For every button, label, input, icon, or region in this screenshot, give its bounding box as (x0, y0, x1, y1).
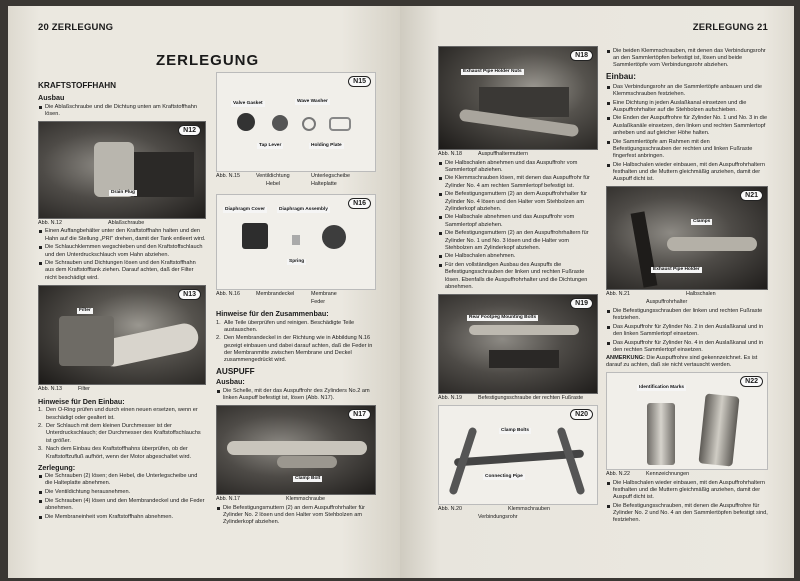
page-header-right: ZERLEGUNG 21 (692, 22, 768, 33)
figure-caption: Abb. N.16 Membrandeckel Membrane (216, 291, 337, 297)
photo-footpeg-bolts (438, 294, 598, 394)
figure-n12 (38, 121, 206, 227)
zerlegung-list (38, 473, 206, 521)
list-item: Eine Dichtung in jeden Auslaßkanal einsetzen und die Auspuffrohrhalter auf die Stehbolzen aufschieben. (606, 100, 768, 114)
list-item: Für den vollständigen Ausbau des Auspuffs die Befestigungsschrauben der linken und rechten Fußraste lösen. Ebenfalls die Auspuffrohrhalter und die Dichtungen abnehmen. (438, 262, 598, 291)
list-item: 2. Den Membrandeckel in der Richtung wie in Abbildung N.16 gezeigt einbauen und dabei darauf achten, daß die Feder in der Membranmitte zwischen Membrane und Deckel zusammengedrückt wird. (216, 335, 373, 364)
figure-n15: N15 Valve Gasket Wave Washer Tap Lever Holding Plate Abb. N.15 Ventildichtung Unterlegscheibe Hebel Halteplatte (216, 72, 376, 188)
einbau-heading: Einbau: (606, 72, 637, 82)
zerlegung-heading: Zerlegung: (38, 462, 76, 472)
photo-identification-marks (606, 372, 768, 470)
label-clamps: Clamps (693, 219, 711, 225)
auspuff-ausbau-heading: Ausbau: (216, 377, 245, 387)
figure-label: Identification Marks (639, 385, 685, 391)
figure-caption: Abb. N.20 Klemmschrauben (438, 505, 550, 512)
list-item: Die Sammlertöpfe am Rahmen mit den Befestigungsschrauben der rechten und linken Fußraste fingerfest anbringen. (606, 139, 768, 161)
figure-label: Clamp Bolt (295, 476, 321, 482)
figure-tag: N18 (570, 50, 593, 61)
fusraste-list (606, 308, 768, 354)
right-steps-list (438, 160, 598, 291)
list-item: 2. Der Schlauch mit dem kleinen Durchmesser ist der Unterdruckschlauch; der Durchmesser des Kraftstoffschlauchs ist größer. (38, 423, 201, 444)
figure-n20: N20 Clamp Bolts Connecting Pipe Abb. N.20 Klemmschrauben Verbindungsrohr (438, 405, 598, 521)
figure-caption: Abb. N.19 Befestigungsschraube der rechten Fußraste (438, 394, 584, 401)
figure-caption: Abb. N.18 Auspuffhaltermuttern (438, 151, 528, 157)
label-diaphragm-cover: Diaphragm Cover (225, 207, 265, 212)
figure-tag: N22 (740, 376, 763, 387)
list-item: Die Befestigungsmuttern (2) an dem Auspuffrohrhalter für Zylinder No. 2 lösen und den Halter vom Stehbolzen am Zylinderkopf abziehen. (216, 505, 376, 527)
list-item: Die Schlauchklemmen wegschieben und den Kraftstoffschlauch und den Unterdruckschlauch vom Hahn abziehen. (38, 244, 206, 258)
section-heading-kraftstoffhahn: KRAFTSTOFFHAHN (38, 81, 117, 90)
list-item: Die Halbschalen abnehmen. (438, 253, 598, 260)
figure-tag: N12 (178, 125, 201, 136)
figure-tag: N16 (348, 198, 371, 209)
list-item: Die Befestigungsschrauben der linken und rechten Fußraste festziehen. (606, 308, 768, 322)
figure-n21: N21 Clamps Exhaust Pipe Holder Abb. N.21 Halbschalen Auspuffrohrhalter (606, 186, 768, 306)
right-column-1 (438, 46, 598, 521)
list-item: 1. Den O-Ring prüfen und durch einen neuen ersetzen, wenn er beschädigt oder gealtert ist. (38, 407, 198, 421)
photo-diaphragm (216, 194, 376, 290)
label-exhaust-pipe-holder: Exhaust Pipe Holder (653, 267, 700, 273)
list-item: Die Halbschalen wieder einbauen, mit den Auspuffrohrhaltern festhalten und die Muttern gleichmäßig anziehen, damit der Auspuff dicht ist. (606, 162, 768, 184)
einbau-list (606, 84, 768, 184)
list-item: Die Halbschalen wieder einbauen, mit den Auspuffrohrhaltern festhalten und die Muttern gleichmäßig anziehen, damit der Auspuff dicht ist. (606, 480, 768, 502)
figure-caption: Abb. N.21 Halbschalen (606, 291, 716, 298)
einbau-heading: Hinweise für Den Einbau: (38, 396, 125, 406)
zusammenbau-heading: Hinweise für den Zusammenbau: (216, 309, 329, 318)
list-item: Die Membraneinheit vom Kraftstoffhahn abnehmen. (38, 514, 206, 521)
figure-n19 (438, 294, 598, 402)
ausbau-heading: Ausbau (38, 93, 65, 102)
note-label: ANMERKUNG: (606, 354, 645, 361)
ausbau-list (38, 104, 206, 118)
page-header-left: 20 ZERLEGUNG (38, 22, 114, 33)
label-spring: Spring (289, 259, 305, 264)
label-valve-gasket: Valve Gasket (233, 101, 263, 106)
figure-n18 (438, 46, 598, 158)
figure-tag: N17 (348, 409, 371, 420)
intro-list (606, 48, 768, 70)
list-item: Das Auspuffrohr für Zylinder No. 4 in den Auslaßkanal und in den rechten Sammlertopf einsetzen. (606, 340, 768, 354)
zusammenbau-list (216, 320, 376, 365)
right-column-2 (606, 46, 768, 525)
open-manual (8, 6, 794, 578)
auspuff-ausbau-list (216, 388, 376, 402)
figure-tag: N20 (570, 409, 593, 420)
label-tap-lever: Tap Lever (259, 143, 282, 148)
figure-n22 (606, 372, 768, 478)
list-item: Die Schrauben (4) lösen und den Membrandeckel und die Feder abnehmen. (38, 498, 206, 512)
figure-label: Rear Footpeg Mounting Bolts (469, 314, 537, 320)
list-item: Die Ablaßschraube und die Dichtung unten am Kraftstoffhahn lösen. (38, 104, 206, 118)
left-column-1 (38, 78, 206, 521)
list-item: Die Schrauben und Dichtungen lösen und den Kraftstoffhahn aus dem Kraftstofftank ziehen. Darauf achten, daß der Filter nicht beschädigt wird. (38, 260, 206, 282)
photo-clamp-bolt (216, 405, 376, 495)
list-item: Die Schrauben (2) lösen; den Hebel, die Unterlegscheibe und die Halteplatte abnehmen. (38, 473, 206, 487)
list-item: Die Halbschale abnehmen und das Auspuffrohr vom Sammlertopf abziehen. (438, 214, 598, 228)
photo-holder-nuts (438, 46, 598, 150)
figure-caption (38, 386, 206, 393)
figure-label: Exhaust Pipe Holder Nuts (463, 69, 522, 74)
caption-text: Ablaßschraube (108, 219, 145, 226)
list-item: Die Befestigungsmuttern (2) an dem Auspuffrohrhalter für Zylinder No. 4 lösen und den Halter vom Stehbolzen am Zylinderkopf abziehen. (438, 191, 598, 213)
list-item: 1. Alle Teile überprüfen und reinigen. Beschädigte Teile austauschen. (216, 319, 355, 333)
left-column-2 (216, 72, 376, 526)
list-item: Die Enden der Auspuffrohre für Zylinder No. 1 und No. 3 in die Auslaßkanäle einsetzen, den linken und rechten Sammlertopf anheben und auf gleicher Höhe halten. (606, 115, 768, 137)
section-heading-auspuff: AUSPUFF (216, 367, 255, 377)
figure-tag: N21 (740, 190, 763, 201)
figure-caption: Abb. N.15 Ventildichtung Unterlegscheibe (216, 173, 350, 179)
list-item: Das Auspuffrohr für Zylinder No. 2 in den Auslaßkanal und in den linken Sammlertopf einsetzen. (606, 324, 768, 338)
page-title: ZERLEGUNG (156, 52, 260, 69)
steps-list (38, 228, 206, 281)
label-wave-washer: Wave Washer (297, 99, 328, 104)
auspuff-steps-list (216, 505, 376, 527)
list-item: Die beiden Klemmschrauben, mit denen das Verbindungsrohr an den Sammlertöpfen befestigt ist, lösen und beide Sammlertöpfe vom Verbindungsrohr abziehen. (606, 48, 768, 70)
label-clamp-bolts: Clamp Bolts (501, 427, 529, 433)
figure-caption (38, 220, 206, 227)
list-item: Einen Auffangbehälter unter den Kraftstoffhahn halten und den Hahn auf die Stellung „PRI" drehen, damit der Tank entleert wird. (38, 228, 206, 242)
final-steps-list (606, 480, 768, 525)
note-text: Die Auspuffrohre sind gekennzeichnet. Es ist darauf zu achten, daß sie nicht vertauscht werden. (606, 354, 758, 369)
list-item: Die Befestigungsmuttern (2) an den Auspuffrohrhaltern für Zylinder No. 1 und No. 3 lösen und die Halter vom Stehbolzen am Zylinderkopf abziehen. (438, 230, 598, 252)
label-holding-plate: Holding Plate (311, 143, 342, 148)
list-item: Die Klemmschrauben lösen, mit denen das Auspuffrohr für Zylinder No. 4 am rechten Sammlertopf befestigt ist. (438, 175, 598, 189)
photo-drain-plug (38, 121, 206, 219)
figure-n16: N16 Diaphragm Cover Diaphragm Assembly Spring Abb. N.16 Membrandeckel Membrane Feder (216, 194, 376, 306)
photo-tap-parts (216, 72, 376, 172)
figure-tag: N19 (570, 298, 593, 309)
list-item: Das Verbindungsrohr an die Sammlertöpfe anbauen und die Klemmschrauben festziehen. (606, 84, 768, 98)
anmerkung-note (606, 355, 768, 369)
photo-connecting-pipe (438, 405, 598, 505)
figure-n17 (216, 405, 376, 503)
label-connecting-pipe: Connecting Pipe (485, 473, 523, 479)
list-item: Die Halbschalen abnehmen und das Auspuffrohr vom Sammlertopf abziehen. (438, 160, 598, 174)
photo-clamps (606, 186, 768, 290)
figure-caption: Abb. N.22 Kennzeichnungen (606, 471, 690, 478)
list-item: Die Schelle, mit der das Auspuffrohr des Zylinders No.2 am linken Auspuff befestigt ist, lösen (Abb. N17). (216, 388, 376, 402)
photo-filter (38, 285, 206, 385)
figure-tag: N13 (178, 289, 201, 300)
figure-caption: Abb. N.17 Klemmschraube (216, 496, 325, 503)
caption-number: Abb. N.12 (38, 219, 62, 226)
caption-text: Filter (78, 385, 90, 392)
figure-tag: N15 (348, 76, 371, 87)
einbau-list (38, 407, 206, 460)
figure-label: Drain Plug (111, 189, 135, 195)
list-item: Die Befestigungsschrauben, mit denen die Auspuffrohre für Zylinder No. 2 und No. 4 an den Sammlertöpfen befestigt sind, festziehen. (606, 503, 768, 525)
figure-n13 (38, 285, 206, 393)
list-item: 3. Nach dem Einbau des Kraftstoffhahns überprüfen, ob der Kraftstoffzufluß aufhört, wenn der Motor abgeschaltet wird. (38, 446, 192, 460)
caption-number: Abb. N.13 (38, 385, 62, 392)
figure-label: Filter (79, 307, 91, 313)
page-21 (400, 6, 794, 578)
page-20 (8, 6, 400, 578)
label-diaphragm-assembly: Diaphragm Assembly (279, 207, 328, 212)
list-item: Die Ventildichtung herausnehmen. (38, 489, 206, 496)
